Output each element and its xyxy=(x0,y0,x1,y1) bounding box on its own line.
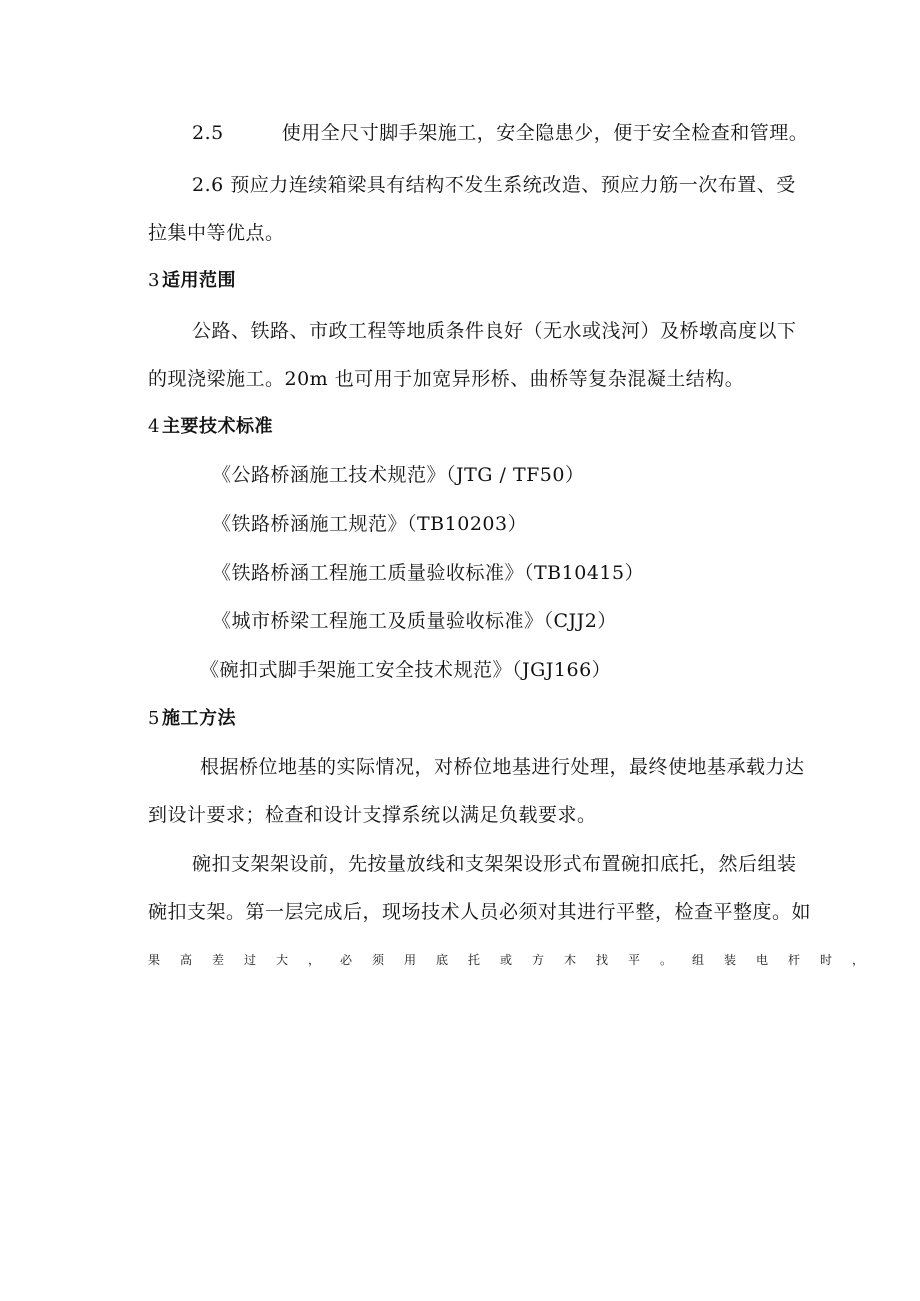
section-5-para2-line2: 碗扣支架。第一层完成后，现场技术人员必须对其进行平整，检查平整度。如 xyxy=(148,901,812,923)
section-5-para2-line3: 果高差过大，必须用底托或方木找平。组装电杆时， xyxy=(148,953,885,967)
section-3-number: 3 xyxy=(148,270,160,291)
section-3-title: 适用范围 xyxy=(161,270,236,291)
section-4-title: 主要技术标准 xyxy=(161,416,273,437)
standard-item: 《铁路桥涵工程施工质量验收标准》（TB10415） xyxy=(212,562,645,584)
section-5-para1-line1: 根据桥位地基的实际情况，对桥位地基进行处理，最终使地基承载力达 xyxy=(200,756,805,778)
section-5-para1-line2: 到设计要求；检查和设计支撑系统以满足负载要求。 xyxy=(148,804,597,826)
section-5-heading xyxy=(148,706,236,732)
standard-item: 《城市桥梁工程施工及质量验收标准》（CJJ2） xyxy=(212,610,617,632)
section-5-para2-line1: 碗扣支架架设前，先按量放线和支架架设形式布置碗扣底托，然后组装 xyxy=(192,853,797,875)
section-3-para-line1: 公路、铁路、市政工程等地质条件良好（无水或浅河）及桥墩高度以下 xyxy=(192,320,797,342)
standard-item: 《铁路桥涵施工规范》（TB10203） xyxy=(212,513,528,535)
section-4-heading xyxy=(148,414,273,440)
section-3-para-line2: 的现浇梁施工。20m 也可用于加宽异形桥、曲桥等复杂混凝土结构。 xyxy=(148,368,745,390)
item-2-5 xyxy=(192,120,808,146)
section-4-number: 4 xyxy=(148,416,160,437)
section-5-number: 5 xyxy=(148,708,160,729)
item-2-5-number: 2.5 xyxy=(192,122,224,144)
standard-item: 《碗扣式脚手架施工安全技术规范》（JGJ166） xyxy=(200,659,612,681)
section-5-title: 施工方法 xyxy=(161,708,236,729)
item-2-5-text: 使用全尺寸脚手架施工，安全隐患少，便于安全检查和管理。 xyxy=(281,122,809,144)
item-2-6-line1: 2.6 预应力连续箱梁具有结构不发生系统改造、预应力筋一次布置、受 xyxy=(192,174,796,196)
item-2-6-line2: 拉集中等优点。 xyxy=(148,222,285,244)
section-3-heading xyxy=(148,268,236,294)
standard-item: 《公路桥涵施工技术规范》（JTG / TF50） xyxy=(212,464,585,486)
